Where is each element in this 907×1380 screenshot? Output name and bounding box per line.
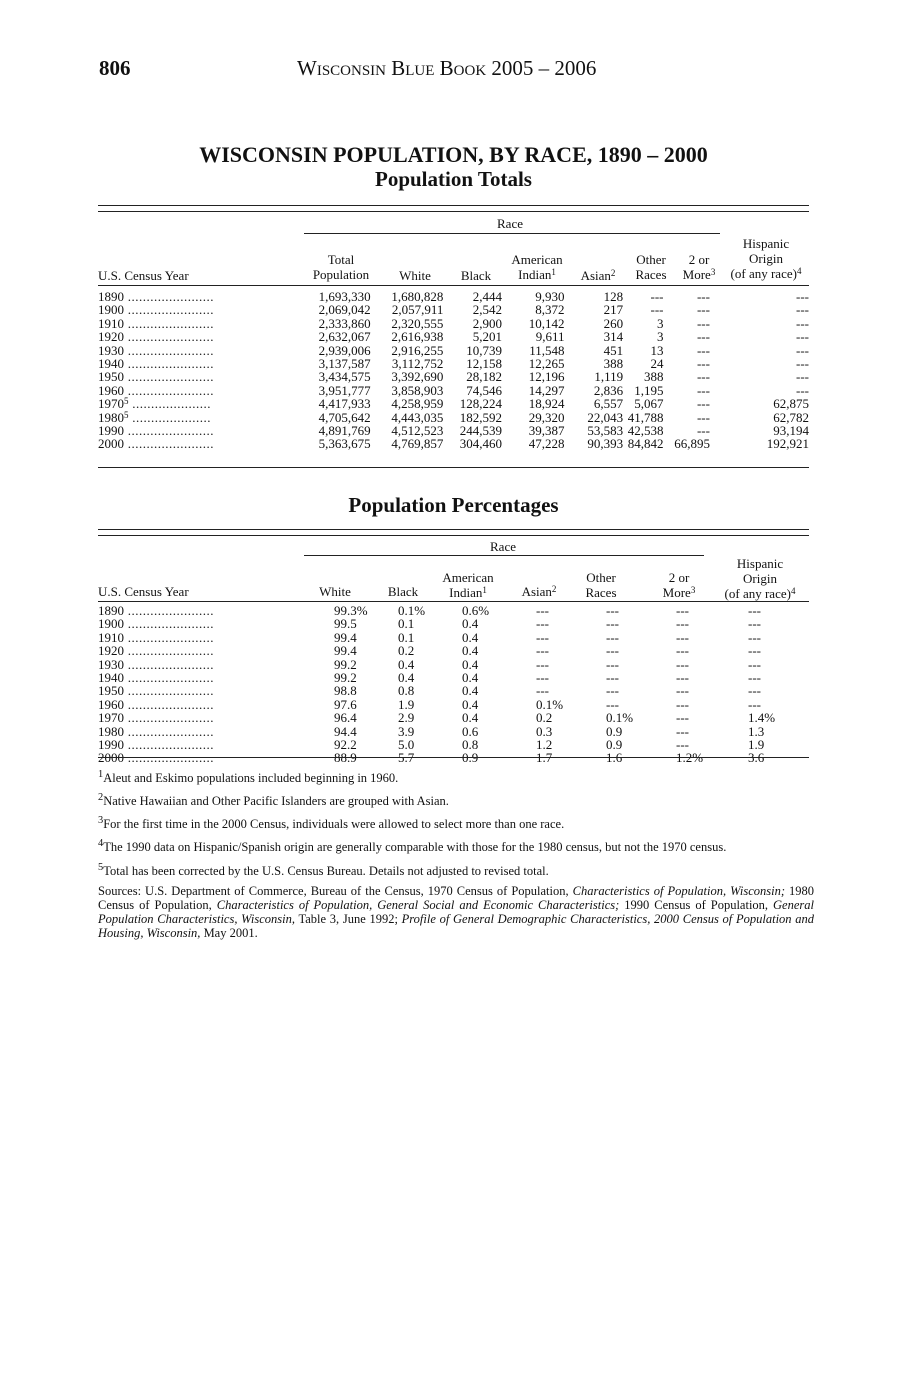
totals-table [98, 290, 809, 451]
cell-amind: 0.6 [462, 723, 479, 739]
cell-amind: 12,196 [528, 369, 565, 385]
cell-other: 84,842 [627, 436, 664, 452]
year-cell: 1900 ....................... [98, 302, 214, 318]
cell-more: --- [676, 643, 689, 659]
page-number: 806 [99, 56, 131, 80]
totals-subtitle: Population Totals [375, 167, 532, 191]
table-row [98, 370, 809, 383]
year-cell: 1910 ....................... [98, 315, 214, 331]
cell-black: 2,444 [472, 289, 502, 304]
cell-hisp: --- [796, 302, 809, 318]
rule [98, 205, 809, 206]
cell-other: --- [606, 683, 619, 699]
cell-white: 97.6 [334, 696, 357, 712]
cell-asian: 22,043 [587, 409, 624, 425]
cell-black: 28,182 [466, 369, 502, 385]
cell-asian: --- [536, 670, 549, 686]
cell-white: 2,616,938 [391, 329, 444, 345]
cell-more: --- [696, 382, 710, 398]
year-cell: 1910 ....................... [98, 629, 214, 645]
cell-asian: --- [536, 643, 549, 659]
col-white: White [399, 268, 431, 283]
col-year: U.S. Census Year [98, 268, 189, 283]
cell-amind: 47,228 [528, 436, 565, 452]
cell-white: 99.2 [334, 656, 357, 672]
cell-amind: 11,548 [529, 342, 565, 358]
year-cell: 1950 ....................... [98, 369, 214, 385]
year-cell: 2000 ....................... [98, 436, 214, 452]
cell-more: --- [696, 423, 710, 439]
col-hispanic: Hispanic Origin (of any race)$^4$ [724, 556, 796, 601]
cell-hisp: 192,921 [766, 436, 809, 452]
cell-white: 4,512,523 [391, 423, 444, 439]
cell-total: 4,417,933 [318, 396, 371, 412]
year-cell: 1980 ....................... [98, 723, 214, 739]
table-row [98, 424, 809, 437]
year-cell: 1890 ....................... [98, 289, 214, 304]
cell-hisp: 1.3 [748, 723, 765, 739]
cell-other: --- [606, 656, 619, 672]
cell-other: --- [650, 302, 664, 318]
col-total: Total Population [312, 252, 370, 282]
cell-total: 2,333,860 [318, 315, 371, 331]
rule [98, 529, 809, 530]
table-row [98, 344, 809, 357]
cell-amind: 29,320 [528, 409, 565, 425]
cell-more: --- [696, 342, 710, 358]
table-row [98, 738, 809, 751]
cell-black: 5.0 [398, 737, 415, 753]
cell-white: 92.2 [334, 737, 357, 753]
cell-amind: 8,372 [535, 302, 565, 318]
cell-total: 5,363,675 [318, 436, 371, 452]
cell-asian: 53,583 [587, 423, 624, 439]
cell-more: --- [676, 616, 689, 632]
percentages-subtitle: Population Percentages [348, 493, 559, 517]
cell-white: 1,680,828 [391, 289, 444, 304]
cell-more: --- [676, 670, 689, 686]
cell-white: 3,858,903 [391, 382, 444, 398]
table-row [98, 684, 809, 697]
cell-white: 3,112,752 [391, 356, 444, 372]
cell-white: 2,057,911 [391, 302, 444, 318]
cell-total: 2,632,067 [318, 329, 371, 345]
cell-amind: 0.4 [462, 696, 479, 712]
cell-black: 0.4 [398, 670, 415, 686]
table-row [98, 698, 809, 711]
year-cell: 1940 ....................... [98, 356, 214, 372]
cell-hisp: --- [796, 382, 809, 398]
cell-hisp: 62,875 [773, 396, 809, 412]
cell-more: --- [696, 315, 710, 331]
cell-total: 4,891,769 [318, 423, 371, 439]
cell-amind: 14,297 [528, 382, 565, 398]
rule [98, 757, 809, 758]
cell-white: 4,443,035 [391, 409, 444, 425]
cell-hisp: 93,194 [773, 423, 809, 439]
cell-amind: 0.4 [462, 616, 479, 632]
table-row [98, 671, 809, 684]
cell-asian: --- [536, 683, 549, 699]
table-row [98, 411, 809, 424]
cell-more: 66,895 [674, 436, 710, 452]
cell-other: --- [650, 289, 664, 304]
cell-more: --- [676, 629, 689, 645]
footnote: $^4$The 1990 data on Hispanic/Spanish origin are generally comparable with those for the 1980 census, but not the 1970 census. [98, 838, 727, 855]
cell-asian: 2,836 [593, 382, 624, 398]
cell-more: --- [696, 289, 710, 304]
year-cell: 1890 ....................... [98, 603, 214, 618]
cell-amind: 0.4 [462, 670, 479, 686]
table-row [98, 725, 809, 738]
year-cell: 1950 ....................... [98, 683, 214, 699]
table-row [98, 604, 809, 617]
cell-other: 0.9 [606, 723, 623, 739]
rule [98, 535, 809, 536]
col-american-indian: American Indian$^1$ [511, 252, 563, 282]
cell-more: --- [676, 723, 689, 739]
cell-hisp: --- [748, 683, 761, 699]
cell-black: 0.8 [398, 683, 415, 699]
cell-amind: 9,611 [535, 329, 565, 345]
cell-total: 2,069,042 [318, 302, 371, 318]
cell-black: 5.7 [398, 750, 415, 766]
cell-more: --- [696, 396, 710, 412]
cell-amind: 39,387 [528, 423, 565, 439]
cell-other: --- [606, 603, 619, 618]
col-hispanic: Hispanic Origin (of any race)$^4$ [730, 236, 802, 281]
rule [98, 211, 809, 212]
cell-black: 5,201 [472, 329, 502, 345]
cell-hisp: --- [748, 656, 761, 672]
page-title: WISCONSIN POPULATION, BY RACE, 1890 – 2000 [199, 142, 708, 167]
cell-white: 3,392,690 [391, 369, 444, 385]
cell-amind: 0.4 [462, 643, 479, 659]
col-black: Black [460, 268, 492, 283]
col-white: White [319, 584, 351, 599]
cell-asian: 314 [603, 329, 624, 345]
rule [98, 601, 809, 602]
year-cell: 1970 ....................... [98, 710, 214, 726]
cell-asian: 260 [603, 315, 624, 331]
cell-hisp: --- [748, 670, 761, 686]
footnote: $^2$Native Hawaiian and Other Pacific Islanders are grouped with Asian. [98, 792, 449, 809]
race-group-label: Race [497, 216, 523, 231]
cell-asian: 0.1% [536, 696, 564, 712]
table-row [98, 290, 809, 303]
cell-hisp: --- [796, 315, 809, 331]
cell-asian: 1,119 [594, 369, 624, 385]
cell-hisp: --- [748, 696, 761, 712]
cell-white: 94.4 [334, 723, 357, 739]
col-asian: Asian$^2$ [580, 268, 616, 283]
cell-black: 304,460 [459, 436, 502, 452]
cell-white: 4,258,959 [391, 396, 444, 412]
cell-hisp: --- [796, 342, 809, 358]
cell-other: 13 [650, 342, 664, 358]
cell-total: 3,951,777 [318, 382, 371, 398]
cell-other: 5,067 [634, 396, 664, 412]
sources-note: Sources: U.S. Department of Commerce, Bureau of the Census, 1970 Census of Population, Characteristics of Population, Wisconsin; 1980 Census of Population, Characteristics of Population, General Social and Economic Characteristics; 1990 Census of Population, General Population Characteristics, Wisconsin, Table 3, June 1992; Profile of General Demographic Characteristics, 2000 Census of Population and Housing, Wisconsin, May 2001. [98, 883, 815, 940]
cell-more: --- [696, 369, 710, 385]
year-cell: 1960 ....................... [98, 382, 214, 398]
col-two-or-more: 2 or More$^3$ [682, 252, 716, 282]
col-year: U.S. Census Year [98, 584, 189, 599]
col-two-or-more: 2 or More$^3$ [662, 570, 696, 600]
year-cell: 1940 ....................... [98, 670, 214, 686]
cell-hisp: --- [796, 329, 809, 345]
cell-asian: --- [536, 603, 549, 618]
cell-other: 41,788 [627, 409, 664, 425]
cell-black: 0.4 [398, 656, 415, 672]
cell-white: 4,769,857 [391, 436, 444, 452]
cell-amind: 0.4 [462, 710, 479, 726]
year-cell: 1990 ....................... [98, 423, 214, 439]
year-cell: 2000 ....................... [98, 750, 214, 766]
table-row [98, 711, 809, 724]
cell-asian: 1.7 [536, 750, 553, 766]
cell-more: --- [696, 302, 710, 318]
cell-more: --- [676, 656, 689, 672]
cell-amind: 0.6% [462, 603, 490, 618]
cell-hisp: --- [796, 356, 809, 372]
cell-amind: 9,930 [535, 289, 565, 304]
cell-white: 99.3% [334, 603, 368, 618]
cell-other: --- [606, 696, 619, 712]
cell-amind: 12,265 [528, 356, 565, 372]
race-group-rule [304, 233, 720, 234]
cell-black: 12,158 [466, 356, 502, 372]
cell-other: 1.6 [606, 750, 623, 766]
year-cell: 1930 ....................... [98, 656, 214, 672]
cell-amind: 18,924 [528, 396, 565, 412]
cell-total: 3,434,575 [318, 369, 371, 385]
table-row [98, 317, 809, 330]
cell-white: 99.2 [334, 670, 357, 686]
cell-white: 88.9 [334, 750, 357, 766]
cell-total: 3,137,587 [318, 356, 371, 372]
cell-hisp: --- [748, 629, 761, 645]
cell-hisp: --- [796, 289, 809, 304]
table-row [98, 384, 809, 397]
rule [98, 285, 809, 286]
footnotes [98, 768, 818, 946]
cell-hisp: 62,782 [773, 409, 809, 425]
cell-other: 24 [650, 356, 664, 372]
cell-more: --- [696, 409, 710, 425]
cell-amind: 0.4 [462, 656, 479, 672]
cell-amind: 0.8 [462, 737, 479, 753]
cell-black: 3.9 [398, 723, 415, 739]
cell-other: 0.1% [606, 710, 634, 726]
cell-total: 4,705,642 [318, 409, 371, 425]
cell-black: 2,542 [472, 302, 502, 318]
cell-hisp: --- [748, 616, 761, 632]
cell-hisp: --- [748, 643, 761, 659]
race-group-rule [304, 555, 704, 556]
year-cell: 1970$^5$ ..................... [98, 396, 211, 412]
year-cell: 1920 ....................... [98, 643, 214, 659]
table-row [98, 303, 809, 316]
percentages-table [98, 604, 809, 765]
footnote: $^5$Total has been corrected by the U.S. Census Bureau. Details not adjusted to revised total. [98, 861, 549, 878]
table-row [98, 397, 809, 410]
cell-black: 74,546 [466, 382, 502, 398]
cell-more: 1.2% [676, 750, 704, 766]
cell-more: --- [696, 356, 710, 372]
cell-black: 1.9 [398, 696, 415, 712]
cell-hisp: 3.6 [748, 750, 765, 766]
cell-other: --- [606, 616, 619, 632]
table-row [98, 751, 809, 764]
year-cell: 1920 ....................... [98, 329, 214, 345]
cell-total: 2,939,006 [318, 342, 371, 358]
year-cell: 1990 ....................... [98, 737, 214, 753]
cell-black: 10,739 [466, 342, 502, 358]
cell-other: 388 [644, 369, 664, 385]
table-row [98, 644, 809, 657]
cell-black: 182,592 [459, 409, 502, 425]
cell-black: 0.1 [398, 616, 415, 632]
cell-other: 3 [657, 329, 664, 345]
cell-asian: --- [536, 629, 549, 645]
race-group-label: Race [490, 539, 516, 554]
cell-more: --- [676, 710, 689, 726]
cell-asian: 217 [603, 302, 624, 318]
cell-other: 0.9 [606, 737, 623, 753]
cell-hisp: 1.4% [748, 710, 776, 726]
cell-amind: 10,142 [528, 315, 565, 331]
cell-white: 2,916,255 [391, 342, 444, 358]
cell-white: 99.4 [334, 629, 357, 645]
table-row [98, 658, 809, 671]
cell-total: 1,693,330 [318, 289, 371, 304]
cell-more: --- [676, 603, 689, 618]
cell-other: --- [606, 643, 619, 659]
running-head: Wisconsin Blue Book 2005 – 2006 [297, 56, 597, 80]
cell-black: 2,900 [472, 315, 502, 331]
table-row [98, 330, 809, 343]
cell-amind: 0.9 [462, 750, 479, 766]
cell-black: 0.1% [398, 603, 426, 618]
cell-other: 1,195 [634, 382, 664, 398]
cell-other: --- [606, 629, 619, 645]
cell-black: 2.9 [398, 710, 415, 726]
year-cell: 1980$^5$ ..................... [98, 409, 211, 425]
col-other-races: Other Races [585, 570, 617, 600]
cell-more: --- [676, 737, 689, 753]
cell-other: 3 [657, 315, 664, 331]
year-cell: 1960 ....................... [98, 696, 214, 712]
cell-black: 244,539 [459, 423, 502, 439]
cell-more: --- [676, 683, 689, 699]
table-row [98, 631, 809, 644]
cell-white: 98.8 [334, 683, 357, 699]
table-row [98, 437, 809, 450]
cell-hisp: --- [748, 603, 761, 618]
cell-black: 0.2 [398, 643, 415, 659]
cell-white: 99.5 [334, 616, 357, 632]
cell-asian: 0.3 [536, 723, 553, 739]
cell-asian: 388 [603, 356, 624, 372]
footnote: $^3$For the first time in the 2000 Census, individuals were allowed to select more than one race. [98, 815, 565, 832]
cell-asian: 6,557 [593, 396, 624, 412]
cell-more: --- [676, 696, 689, 712]
cell-white: 2,320,555 [391, 315, 444, 331]
cell-white: 99.4 [334, 643, 357, 659]
cell-other: 42,538 [627, 423, 664, 439]
cell-other: --- [606, 670, 619, 686]
cell-asian: 128 [603, 289, 624, 304]
cell-black: 0.1 [398, 629, 415, 645]
cell-asian: 451 [603, 342, 624, 358]
col-asian: Asian$^2$ [521, 584, 557, 599]
cell-asian: 90,393 [587, 436, 624, 452]
cell-asian: --- [536, 656, 549, 672]
rule [98, 467, 809, 468]
year-cell: 1930 ....................... [98, 342, 214, 358]
cell-amind: 0.4 [462, 683, 479, 699]
cell-asian: --- [536, 616, 549, 632]
table-row [98, 617, 809, 630]
col-other-races: Other Races [635, 252, 667, 282]
cell-hisp: 1.9 [748, 737, 765, 753]
col-american-indian: American Indian$^1$ [442, 570, 494, 600]
cell-asian: 0.2 [536, 710, 553, 726]
cell-hisp: --- [796, 369, 809, 385]
table-row [98, 357, 809, 370]
col-black: Black [387, 584, 419, 599]
year-cell: 1900 ....................... [98, 616, 214, 632]
cell-black: 128,224 [459, 396, 502, 412]
cell-asian: 1.2 [536, 737, 553, 753]
cell-white: 96.4 [334, 710, 357, 726]
footnote: $^1$Aleut and Eskimo populations included beginning in 1960. [98, 769, 399, 786]
cell-amind: 0.4 [462, 629, 479, 645]
cell-more: --- [696, 329, 710, 345]
